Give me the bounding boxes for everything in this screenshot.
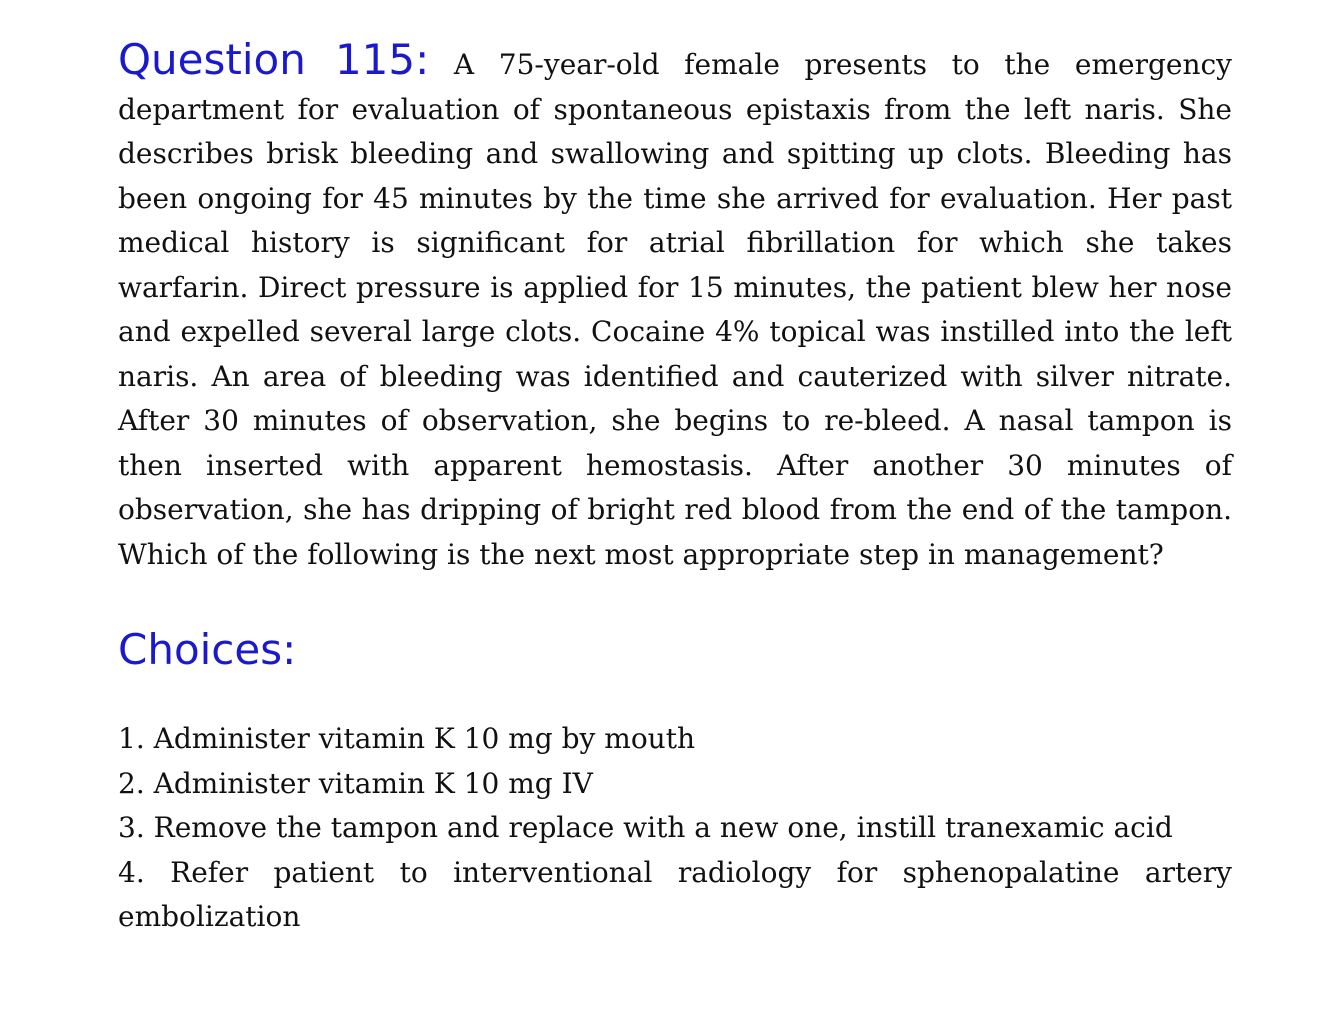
choice-number: 1. [118, 722, 145, 755]
choices-heading: Choices: [118, 625, 297, 674]
choice-text: Administer vitamin K 10 mg IV [153, 766, 593, 800]
document-page [118, 35, 1232, 940]
choice-number: 2. [118, 766, 145, 800]
question-text: A 75-year-old female presents to the emergency department for evaluation of spontaneous epistaxis from the left naris. She describes brisk bleeding and swallowing and spitting up clots. Bleeding has been ongoing for 45 minutes by the time she arrived for evaluation. Her past medical history is significant for atrial fibrillation for which she takes warfarin. Direct pressure is applied for 15 minutes, the patient blew her nose and expelled several large clots. Cocaine 4% topical was instilled into the left naris. An area of bleeding was identified and cauterized with silver nitrate. After 30 minutes of observation, she begins to re-bleed. A nasal tampon is then inserted with apparent hemostasis. After another 30 minutes of observation, she has dripping of bright red blood from the end of the tampon. Which of the following is the next most appropriate step in management? [118, 48, 1232, 571]
choice-item-1 [118, 717, 1232, 762]
choice-item-2 [118, 762, 1232, 807]
choices-list [118, 717, 1232, 940]
choice-text: Administer vitamin K 10 mg by mouth [153, 722, 695, 755]
choice-text: Refer patient to interventional radiology for sphenopalatine artery embolization [118, 855, 1232, 933]
choice-item-3 [118, 806, 1232, 851]
choice-item-4 [118, 851, 1232, 940]
choice-text: Remove the tampon and replace with a new one, instill tranexamic acid [153, 811, 1173, 844]
choice-number: 3. [118, 811, 145, 844]
question-paragraph [118, 35, 1232, 577]
question-label: Question 115: [118, 35, 430, 84]
choice-number: 4. [118, 855, 145, 889]
